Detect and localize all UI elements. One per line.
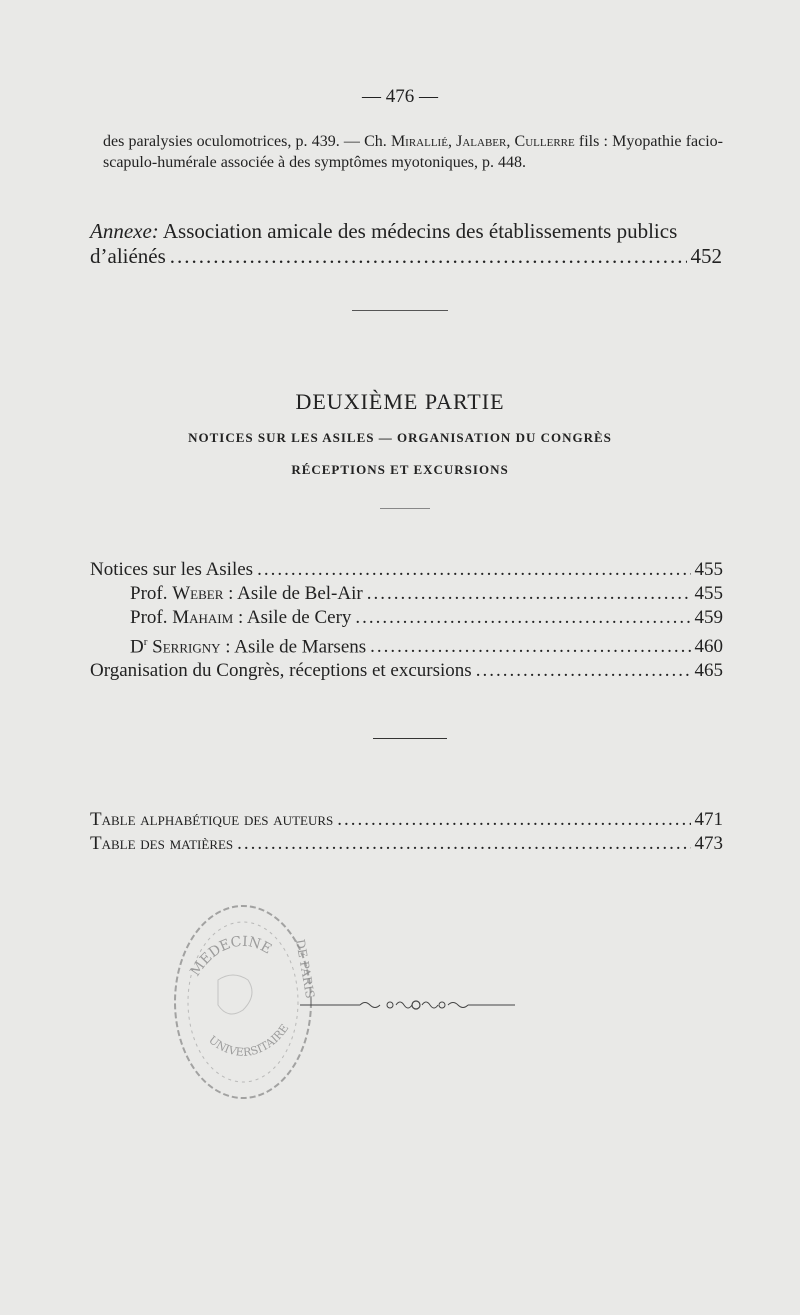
toc-entry: [90, 558, 723, 582]
intro-text-1: des paralysies oculomotrices, p. 439. — Ch.: [103, 133, 391, 150]
annexe-label: Annexe:: [90, 219, 159, 243]
stamp-right-text: DE PARIS: [293, 938, 318, 1000]
toc-entry-page: 460: [694, 636, 723, 658]
annexe-text-2: d’aliénés: [90, 244, 166, 268]
toc-entry-label: Prof. Weber : Asile de Bel-Air: [130, 583, 363, 604]
stamp-bottom-text: UNIVERSITAIRE: [206, 1021, 292, 1059]
table-entry-label: Table des matières: [90, 833, 234, 854]
toc-entry-page: 465: [694, 660, 723, 682]
toc-entry: [90, 582, 723, 606]
leader-dots: [170, 244, 687, 268]
table-entry-page: 471: [694, 809, 723, 830]
annexe-line-2: [90, 244, 722, 268]
table-entry: [90, 808, 723, 832]
toc-entry-page: 455: [694, 583, 723, 604]
annexe-entry: [90, 218, 722, 268]
toc-entry-label: Organisation du Congrès, réceptions et excursions: [90, 660, 472, 682]
leader-dots: [257, 558, 690, 582]
toc-entry-label: Prof. Mahaim : Asile de Cery: [130, 607, 352, 628]
stamp-top-text: MEDECINE: [187, 933, 275, 980]
toc-entry-label: $D^r$ Serrigny : Asile de Marsens: [130, 636, 367, 658]
divider-rule: [380, 508, 430, 509]
tables-list: [90, 808, 723, 856]
toc-entry: [90, 606, 723, 630]
toc-entry-label: Notices sur les Asiles: [90, 559, 254, 580]
leader-dots: [237, 832, 690, 856]
intro-paragraph: [103, 131, 723, 173]
svg-text:UNIVERSITAIRE: [206, 1022, 291, 1059]
table-entry-page: 473: [694, 833, 723, 854]
divider-rule: [373, 738, 447, 739]
leader-dots: [367, 582, 691, 606]
toc-list: [90, 558, 723, 683]
leader-dots: [337, 808, 690, 832]
divider-rule: [352, 310, 448, 311]
page-number: — 476 —: [362, 86, 438, 107]
svg-text:MEDECINE: [187, 934, 274, 980]
toc-entry-page: 459: [694, 607, 723, 628]
leader-dots: [370, 635, 690, 659]
table-entry-label: Table alphabétique des auteurs: [90, 809, 334, 830]
annexe-text: Association amicale des médecins des établissements publics: [162, 219, 678, 243]
intro-text-2: fils : Myopathie facio-scapulo-humérale associée à des symptômes myotoniques, p. 448.: [103, 133, 723, 171]
part-subtitle-2: RÉCEPTIONS ET EXCURSIONS: [291, 462, 509, 477]
part-title: DEUXIÈME PARTIE: [295, 389, 505, 414]
leader-dots: [355, 606, 690, 630]
ornament-flourish: [300, 995, 515, 1015]
toc-entry-page: 455: [694, 559, 723, 580]
leader-dots: [476, 659, 691, 683]
intro-authors: Mirallié, Jalaber, Cullerre: [390, 133, 575, 150]
part-subtitle-1: NOTICES SUR LES ASILES — ORGANISATION DU CONGRÈS: [188, 430, 612, 445]
annexe-line-1: [90, 218, 722, 244]
table-entry: [90, 832, 723, 856]
library-stamp: [168, 900, 318, 1105]
toc-entry: [90, 630, 723, 659]
toc-entry: [90, 659, 723, 683]
annexe-page: 452: [690, 244, 722, 268]
